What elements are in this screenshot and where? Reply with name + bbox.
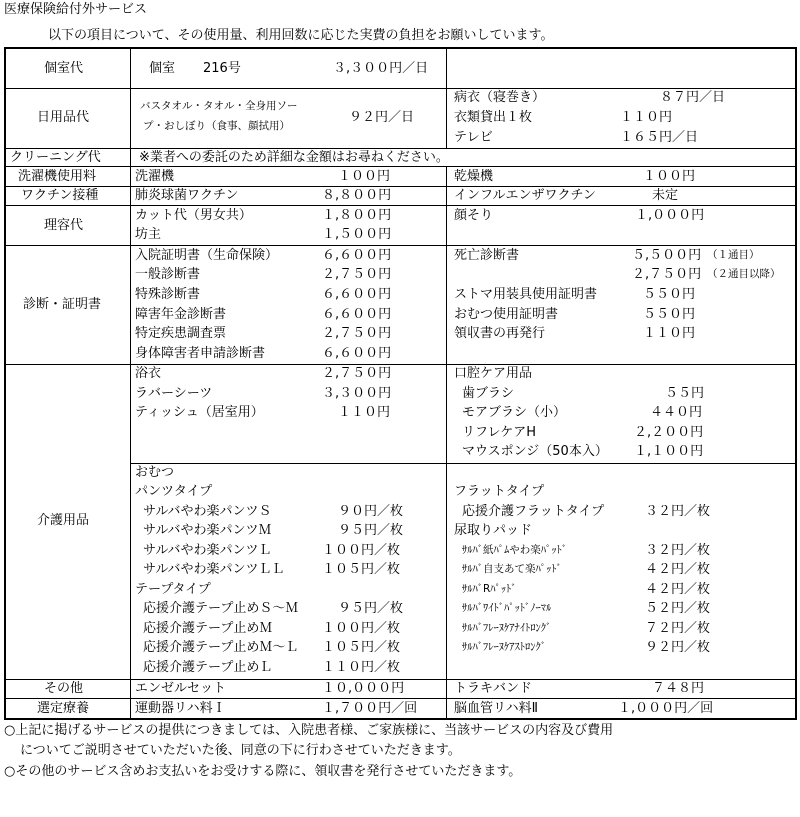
washer-name: 洗濯機 — [135, 169, 175, 184]
list-item: おむつ使用証明書 — [454, 307, 559, 322]
selected-left-price: １,７００円／回 — [322, 701, 418, 716]
list-item-price: １,５００円 — [322, 227, 392, 242]
list-item: ティッシュ（居室用） — [135, 405, 264, 420]
list-item: 入院証明書（生命保険） — [135, 248, 279, 263]
daily-goods-price: ９２円／日 — [349, 110, 415, 125]
list-item-price: ５,５００円 — [632, 248, 702, 263]
list-item-price: ９５円／枚 — [338, 523, 404, 538]
label-barber: 理容代 — [44, 218, 84, 233]
tape-type-title: テープタイプ — [135, 582, 211, 597]
list-item-price: １１０円 — [643, 326, 696, 341]
footnote: についてご説明させていただいた後、同意の下に行わさせていただきます。 — [20, 743, 461, 758]
dryer-price: １００円 — [643, 169, 696, 184]
row-divider — [5, 679, 796, 680]
list-item-note: （２通目以降） — [707, 268, 781, 280]
label-private-room: 個室代 — [44, 61, 84, 76]
list-item: 領収書の再発行 — [454, 326, 546, 341]
other-left-price: １０,０００円 — [322, 681, 405, 696]
col-divider — [446, 48, 447, 148]
list-item: 一般診断書 — [135, 267, 201, 282]
list-item-price: ２,７５０円 — [322, 326, 392, 341]
list-item: 衣類貸出１枚 — [454, 110, 533, 125]
row-divider — [5, 186, 796, 187]
list-item-price: ５５０円 — [643, 307, 696, 322]
daily-goods-desc: バスタオル・タオル・全身用ソー — [140, 100, 298, 112]
daily-goods-desc: プ・おしぼり（食事、顔拭用） — [143, 120, 290, 132]
row-divider — [5, 364, 796, 365]
list-item-price: ３,３００円 — [322, 386, 392, 401]
dryer-name: 乾燥機 — [454, 169, 494, 184]
list-item-price: ４２円／枚 — [645, 562, 711, 577]
list-item-price: １１０円 — [620, 110, 673, 125]
list-item: ラバーシーツ — [135, 386, 213, 401]
list-item-price: ２,７５０円 — [322, 267, 392, 282]
list-item-price: １,８００円 — [322, 208, 392, 223]
list-item-price: ３２円／枚 — [645, 504, 711, 519]
list-item: カット代（男女共） — [135, 208, 252, 223]
list-item: 身体障害者申請診断書 — [135, 346, 266, 361]
row-divider — [5, 205, 796, 206]
list-item-price: ９０円／枚 — [338, 504, 404, 519]
list-item-price: ５５円 — [665, 386, 705, 401]
list-item: マウスポンジ（50本入） — [462, 444, 608, 459]
label-vaccine: ワクチン接種 — [21, 188, 99, 203]
list-item: 歯ブラシ — [462, 386, 515, 401]
footnote: ○その他のサービス含めお支払いをお受けする際に、領収書を発行させていただきます。 — [4, 764, 522, 779]
row-divider — [5, 166, 796, 167]
other-right-price: ７４８円 — [652, 681, 705, 696]
list-item: 特殊診断書 — [135, 287, 201, 302]
row-divider — [5, 245, 796, 246]
list-item-note: （１通目） — [707, 249, 760, 261]
list-item: ｻﾙﾊﾞﾌﾚｰﾇｹｱｽﾄﾛﾝｸﾞ — [462, 641, 546, 653]
list-item: 特定疾患調査票 — [135, 326, 227, 341]
private-room-price: ３,３００円／日 — [333, 61, 429, 76]
list-item-price: １０５円／枚 — [322, 640, 401, 655]
list-item-price: ８７円／日 — [660, 90, 726, 105]
list-item: サルバやわ楽パンツＭ — [143, 523, 272, 538]
private-room-name: 個室 — [149, 61, 176, 76]
list-item-price: ５２円／枚 — [645, 601, 711, 616]
list-item: リフレケアH — [462, 425, 536, 440]
pants-type-title: パンツタイプ — [135, 484, 213, 499]
list-item-price: ２,７５０円 — [322, 366, 392, 381]
page-title: 医療保険給付外サービス — [4, 2, 148, 17]
list-item-price: ４４０円 — [650, 405, 703, 420]
list-item-price: ３２円／枚 — [645, 543, 711, 558]
footnote: ○上記に掲げるサービスの提供につきましては、入院患者様、ご家族様に、当該サービスの内容及び費用 — [4, 723, 614, 738]
list-item-price: ６,６００円 — [322, 346, 392, 361]
row-divider — [5, 148, 796, 149]
label-certificates: 診断・証明書 — [23, 297, 102, 312]
label-selected-care: 選定療養 — [37, 701, 90, 716]
col-divider — [130, 48, 131, 719]
list-item: サルバやわ楽パンツＬ — [143, 543, 272, 558]
washer-price: １００円 — [338, 169, 391, 184]
list-item: テレビ — [454, 130, 493, 145]
list-item: サルバやわ楽パンツＳ — [143, 504, 272, 519]
selected-right-price: １,０００円／回 — [618, 701, 714, 716]
vaccine-right-price: 未定 — [652, 188, 679, 203]
list-item-price: １０５円／枚 — [322, 562, 401, 577]
list-item-price: １,１００円 — [634, 444, 704, 459]
list-item-price: ５５０円 — [643, 287, 696, 302]
list-item: ストマ用装具使用証明書 — [454, 287, 598, 302]
label-other: その他 — [44, 681, 84, 696]
other-right-name: トラキバンド — [454, 681, 533, 696]
list-item: ｻﾙﾊﾞﾜｲﾄﾞﾊﾟｯﾄﾞﾉｰﾏﾙ — [462, 602, 552, 614]
selected-right-name: 脳血管リハ料Ⅱ — [454, 701, 539, 716]
list-item: 浴衣 — [135, 366, 162, 381]
other-left-name: エンゼルセット — [135, 681, 227, 696]
list-item: 応援介護テープ止めＳ～Ｍ — [143, 601, 299, 616]
list-item-price: ９２円／枚 — [645, 640, 711, 655]
vaccine-left-price: ８,８００円 — [322, 188, 392, 203]
list-item-price: ２,７５０円 — [632, 267, 702, 282]
list-item: ｻﾙﾊﾞRﾊﾟｯﾄﾞ — [462, 583, 517, 595]
list-item: サルバやわ楽パンツＬＬ — [143, 562, 285, 577]
list-item-price: １００円／枚 — [322, 543, 401, 558]
flat-type-title: フラットタイプ — [454, 484, 545, 499]
vaccine-right-name: インフルエンザワクチン — [454, 188, 596, 203]
list-item-price: １１０円 — [338, 405, 391, 420]
list-item-price: ６,６００円 — [322, 307, 392, 322]
list-item: ｻﾙﾊﾞ自支あて楽ﾊﾟｯﾄﾞ — [462, 563, 562, 575]
list-item: 死亡診断書 — [454, 248, 520, 263]
list-item: 応援介護テープ止めＭ～Ｌ — [143, 640, 299, 655]
list-item-price: ４２円／枚 — [645, 582, 711, 597]
list-item-price: １１０円／枚 — [322, 660, 401, 675]
list-item-price: ６,６００円 — [322, 248, 392, 263]
list-item-price: ７２円／枚 — [645, 621, 711, 636]
list-item: 応援介護フラットタイプ — [462, 504, 605, 519]
col-divider — [446, 166, 447, 719]
row-divider — [5, 698, 796, 699]
list-item-price: ６,６００円 — [322, 287, 392, 302]
vaccine-left-name: 肺炎球菌ワクチン — [135, 188, 239, 203]
list-item-price: １００円／枚 — [322, 621, 401, 636]
list-item: 応援介護テープ止めＭ — [143, 621, 273, 636]
list-item-price: １６５円／日 — [620, 130, 699, 145]
list-item: 病衣（寝巻き） — [454, 90, 546, 105]
list-item: ｻﾙﾊﾞﾌﾚｰﾇｹｱﾅｲﾄﾛﾝｸﾞ — [462, 622, 552, 634]
oral-care-title: 口腔ケア用品 — [454, 366, 533, 381]
shave-name: 顔そり — [454, 208, 494, 223]
selected-left-name: 運動器リハ料Ｉ — [135, 701, 226, 716]
list-item: 応援介護テープ止めＬ — [143, 660, 273, 675]
list-item-price: ９５円／枚 — [338, 601, 404, 616]
label-washer: 洗濯機使用料 — [18, 169, 97, 184]
label-cleaning: クリーニング代 — [10, 150, 101, 165]
row-divider — [5, 88, 796, 89]
list-item-price: ２,２００円 — [634, 425, 704, 440]
label-daily-goods: 日用品代 — [37, 110, 90, 125]
list-item: 障害年金診断書 — [135, 307, 227, 322]
list-item: 坊主 — [135, 227, 162, 242]
cleaning-note: ※業者への委託のため詳細な金額はお尋ねください。 — [139, 150, 449, 165]
label-care-goods: 介護用品 — [37, 513, 90, 528]
row-divider — [130, 463, 796, 464]
urine-pad-title: 尿取りパッド — [454, 523, 533, 538]
list-item: モアブラシ（小） — [462, 405, 567, 420]
intro-text: 以下の項目について、その使用量、利用回数に応じた実費の負担をお願いしています。 — [48, 28, 554, 43]
shave-price: １,０００円 — [635, 208, 705, 223]
list-item: ｻﾙﾊﾞ紙ﾊﾟﾑやわ楽ﾊﾟｯﾄﾞ — [462, 544, 567, 556]
diaper-title: おむつ — [135, 465, 175, 480]
private-room-number: 216号 — [203, 61, 241, 76]
